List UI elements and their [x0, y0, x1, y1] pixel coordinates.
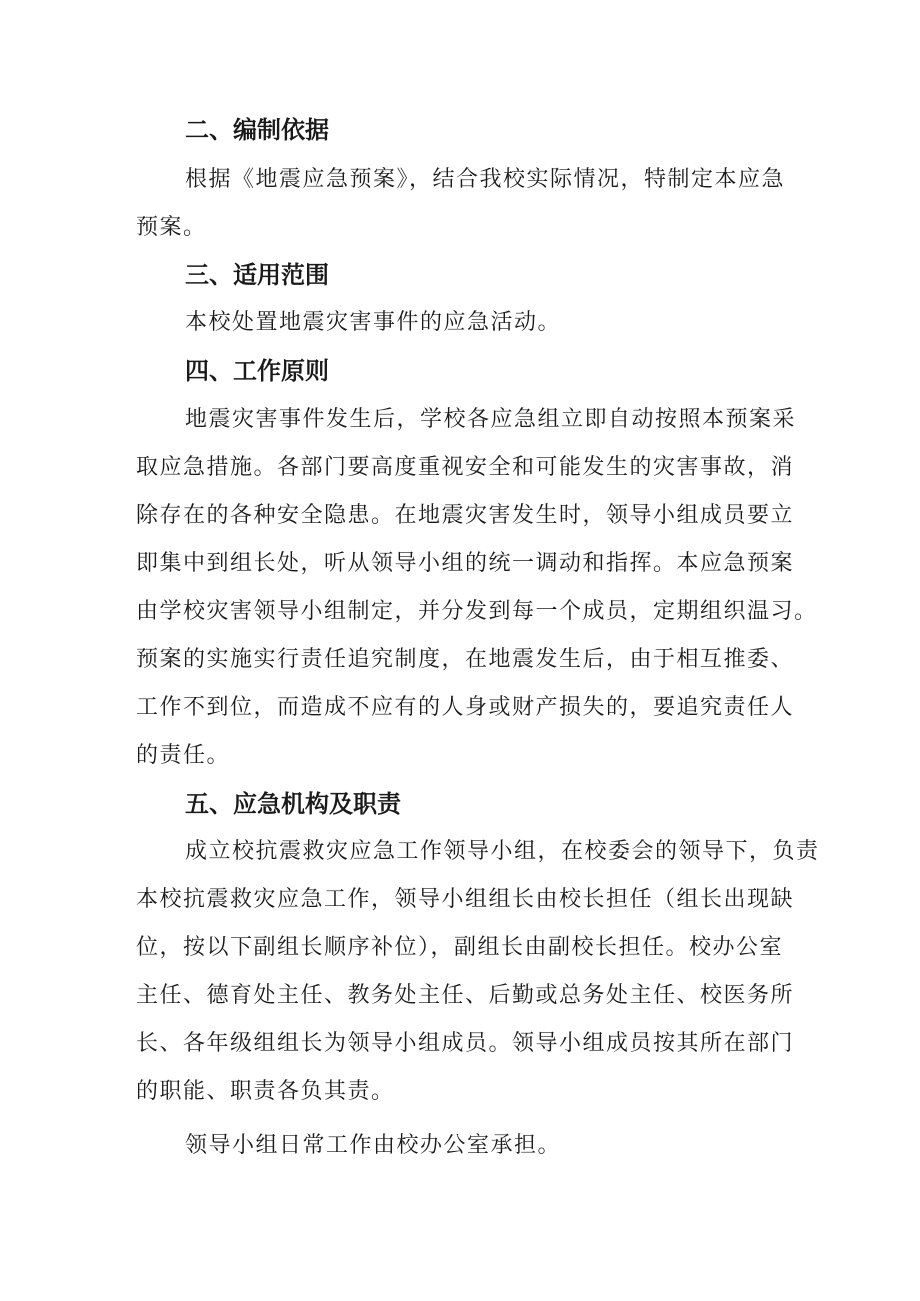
paragraph-line: 本校抗震救灾应急工作，领导小组组长由校长担任（组长出现缺 [136, 887, 795, 912]
paragraph-line: 工作不到位，而造成不应有的人身或财产损失的，要追究责任人 [136, 695, 795, 720]
paragraph-line: 预案的实施实行责任追究制度，在地震发生后，由于相互推委、 [136, 647, 795, 672]
section-heading-basis: 二、编制依据 [185, 116, 329, 144]
paragraph-line: 即集中到组长处，听从领导小组的统一调动和指挥。本应急预案 [136, 551, 795, 576]
paragraph-line: 本校处置地震灾害事件的应急活动。 [185, 310, 562, 335]
paragraph-line: 地震灾害事件发生后，学校各应急组立即自动按照本预案采 [185, 407, 797, 432]
paragraph-line: 长、各年级组组长为领导小组成员。领导小组成员按其所在部门 [136, 1031, 795, 1056]
paragraph-line: 除存在的各种安全隐患。在地震灾害发生时，领导小组成员要立 [136, 503, 795, 528]
paragraph-line: 位，按以下副组长顺序补位），副组长由副校长担任。校办公室 [136, 935, 784, 960]
section-heading-organization: 五、应急机构及职责 [185, 790, 401, 818]
section-heading-scope: 三、适用范围 [185, 261, 329, 289]
paragraph-line: 预案。 [136, 215, 207, 240]
paragraph-line: 成立校抗震救灾应急工作领导小组，在校委会的领导下，负责 [185, 839, 820, 864]
paragraph-line: 的责任。 [136, 743, 231, 768]
paragraph-line: 领导小组日常工作由校办公室承担。 [185, 1133, 562, 1158]
paragraph-line: 取应急措施。各部门要高度重视安全和可能发生的灾害事故，消 [136, 455, 795, 480]
section-heading-principles: 四、工作原则 [185, 357, 329, 385]
paragraph-line: 根据《地震应急预案》，结合我校实际情况，特制定本应急 [185, 167, 786, 192]
paragraph-line: 由学校灾害领导小组制定，并分发到每一个成员，定期组织温习。 [136, 599, 818, 624]
paragraph-line: 的职能、职责各负其责。 [136, 1079, 395, 1104]
paragraph-line: 主任、德育处主任、教务处主任、后勤或总务处主任、校医务所 [136, 983, 795, 1008]
